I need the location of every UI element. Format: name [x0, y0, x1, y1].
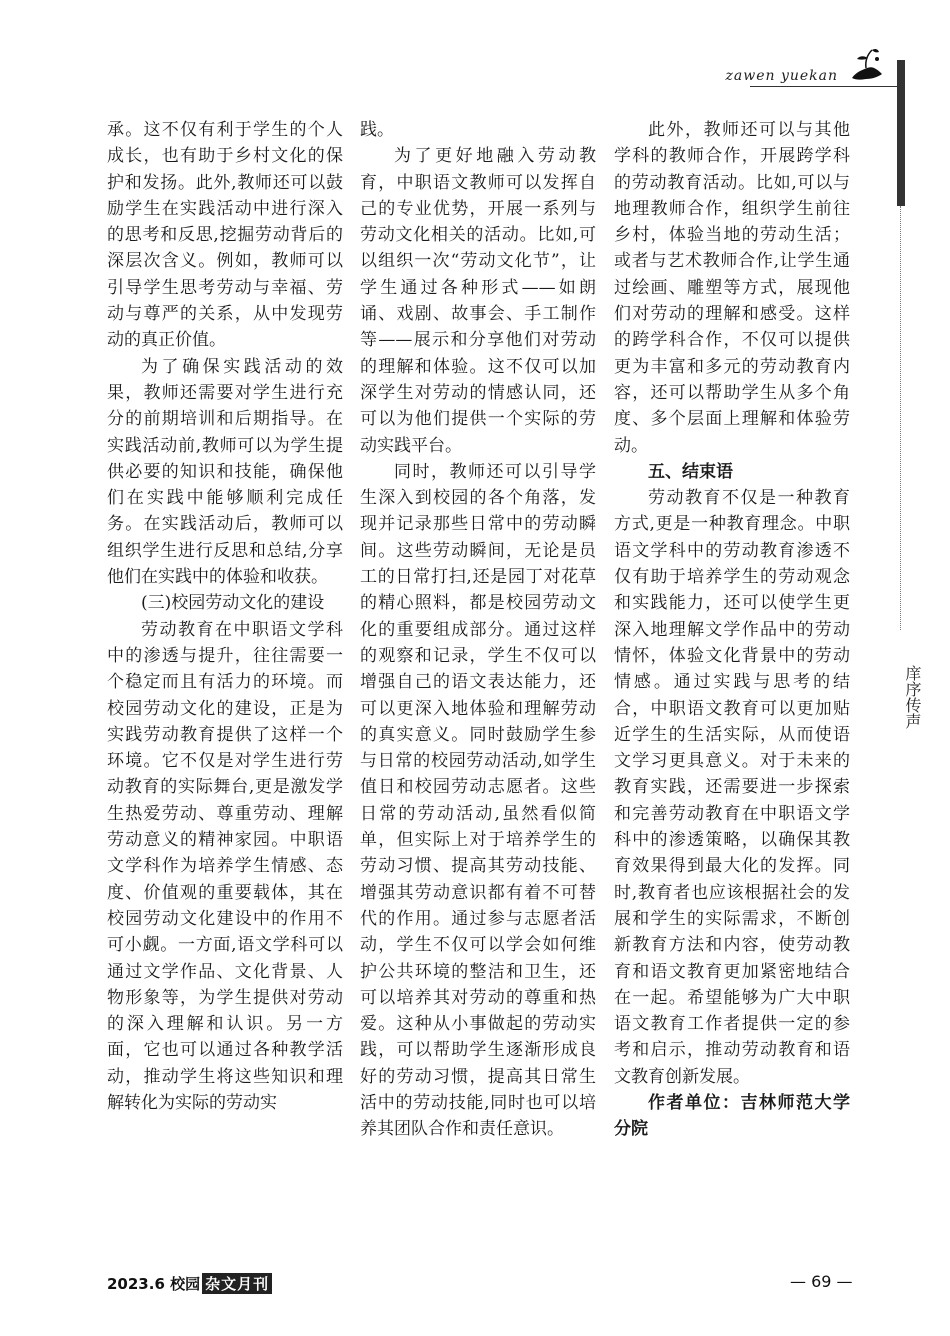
author-affiliation: 作者单位：吉林师范大学分院	[614, 1092, 850, 1140]
issue-label: 2023.6 校园	[107, 1275, 201, 1293]
paragraph-continued: 承。这不仅有利于学生的个人成长，也有助于乡村文化的保护和发扬。此外,教师还可以鼓励学生在实践活动中进行深入的思考和反思,挖掘劳动背后的深层次含义。例如，教师可以引导学生思考劳动与幸福、劳动与尊严的关系，从中发现劳动的真正价值。	[107, 120, 343, 351]
header-rule	[750, 86, 900, 87]
issue-footer	[107, 1273, 272, 1294]
paragraph: 此外，教师还可以与其他学科的教师合作，开展跨学科的劳动教育活动。比如,可以与地理教师合作，组织学生前往乡村，体验当地的劳动生活；或者与艺术教师合作,让学生通过绘画、雕塑等方式，展现他们对劳动的理解和感受。这样的跨学科合作，不仅可以提供更为丰富和多元的劳动教育内容，还可以帮助学生从多个角度、多个层面上理解和体验劳动。	[614, 120, 850, 456]
paragraph: 劳动教育在中职语文学科中的渗透与提升，往往需要一个稳定而且有活力的环境。而校园劳动文化的建设，正是为实践劳动教育提供了这样一个环境。它不仅是对学生进行劳动教育的实际舞台,更是激发学生热爱劳动、尊重劳动、理解劳动意义的精神家园。中职语文学科作为培养学生情感、态度、价值观的重要载体，其在校园劳动文化建设中的作用不可小觑。一方面,语文学科可以通过文学作品、文化背景、人物形象等，为学生提供对劳动的深入理解和认识。另一方面，它也可以通过各种教学活动，推动学生将这些知识和理解转化为实际的劳动实	[107, 619, 343, 1113]
section-column-title: 庠序传声	[903, 665, 922, 729]
magazine-latin-title: zawen yuekan	[725, 68, 838, 84]
side-decoration-bar	[897, 60, 905, 206]
side-dotted-rule	[900, 206, 901, 630]
paragraph: 同时，教师还可以引导学生深入到校园的各个角落，发现并记录那些日常中的劳动瞬间。这些劳动瞬间，无论是员工的日常打扫,还是园丁对花草的精心照料，都是校园劳动文化的重要组成部分。通过这样的观察和记录，学生不仅可以增强自己的语文表达能力，还可以更深入地体验和理解劳动的真实意义。同时鼓励学生参与日常的校园劳动活动,如学生值日和校园劳动志愿者。这些日常的劳动活动,虽然看似简单，但实际上对于培养学生的劳动习惯、提高其劳动技能、增强其劳动意识都有着不可替代的作用。通过参与志愿者活动，学生不仅可以学会如何维护公共环境的整洁和卫生，还可以培养其对劳动的尊重和热爱。这种从小事做起的劳动实践，可以帮助学生逐渐形成良好的劳动习惯，提高其日常生活中的劳动技能,同时也可以培养其团队合作和责任意识。	[360, 461, 596, 1140]
text-column-2	[360, 117, 596, 1143]
subsection-heading: (三)校园劳动文化的建设	[141, 593, 325, 614]
ink-plant-logo-icon	[846, 44, 888, 84]
paragraph: 为了确保实践活动的效果，教师还需要对学生进行充分的前期培训和后期指导。在实践活动前,教师可以为学生提供必要的知识和技能，确保他们在实践中能够顺利完成任务。在实践活动后，教师可以组织学生进行反思和总结,分享他们在实践中的体验和收获。	[107, 356, 343, 588]
magazine-name: 杂文月刊	[202, 1273, 272, 1294]
section-heading: 五、结束语	[648, 461, 733, 482]
text-column-3	[614, 117, 850, 1143]
page-header	[650, 46, 900, 86]
paragraph: 为了更好地融入劳动教育，中职语文教师可以发挥自己的专业优势，开展一系列与劳动文化相关的活动。比如,可以组织一次“劳动文化节”，让学生通过各种形式——如朗诵、戏剧、故事会、手工制作等——展示和分享他们对劳动的理解和体验。这不仅可以加深学生对劳动的情感认同，还可以为他们提供一个实际的劳动实践平台。	[360, 146, 596, 456]
text-column-1	[107, 117, 343, 1116]
page-number: — 69 —	[790, 1272, 853, 1291]
paragraph-continued: 践。	[360, 120, 394, 140]
paragraph: 劳动教育不仅是一种教育方式,更是一种教育理念。中职语文学科中的劳动教育渗透不仅有助于培养学生的劳动观念和实践能力，还可以使学生更深入地理解文学作品中的劳动情怀，体验文化背景中的劳动情感。通过实践与思考的结合，中职语文教育可以更加贴近学生的生活实际，从而使语文学习更具意义。对于未来的教育实践，还需要进一步探索和完善劳动教育在中职语文学科中的渗透策略，以确保其教育效果得到最大化的发挥。同时,教育者也应该根据社会的发展和学生的实际需求，不断创新教育方法和内容，使劳动教育和语文教育更加紧密地结合在一起。希望能够为广大中职语文教育工作者提供一定的参考和启示，推动劳动教育和语文教育创新发展。	[614, 488, 850, 1087]
